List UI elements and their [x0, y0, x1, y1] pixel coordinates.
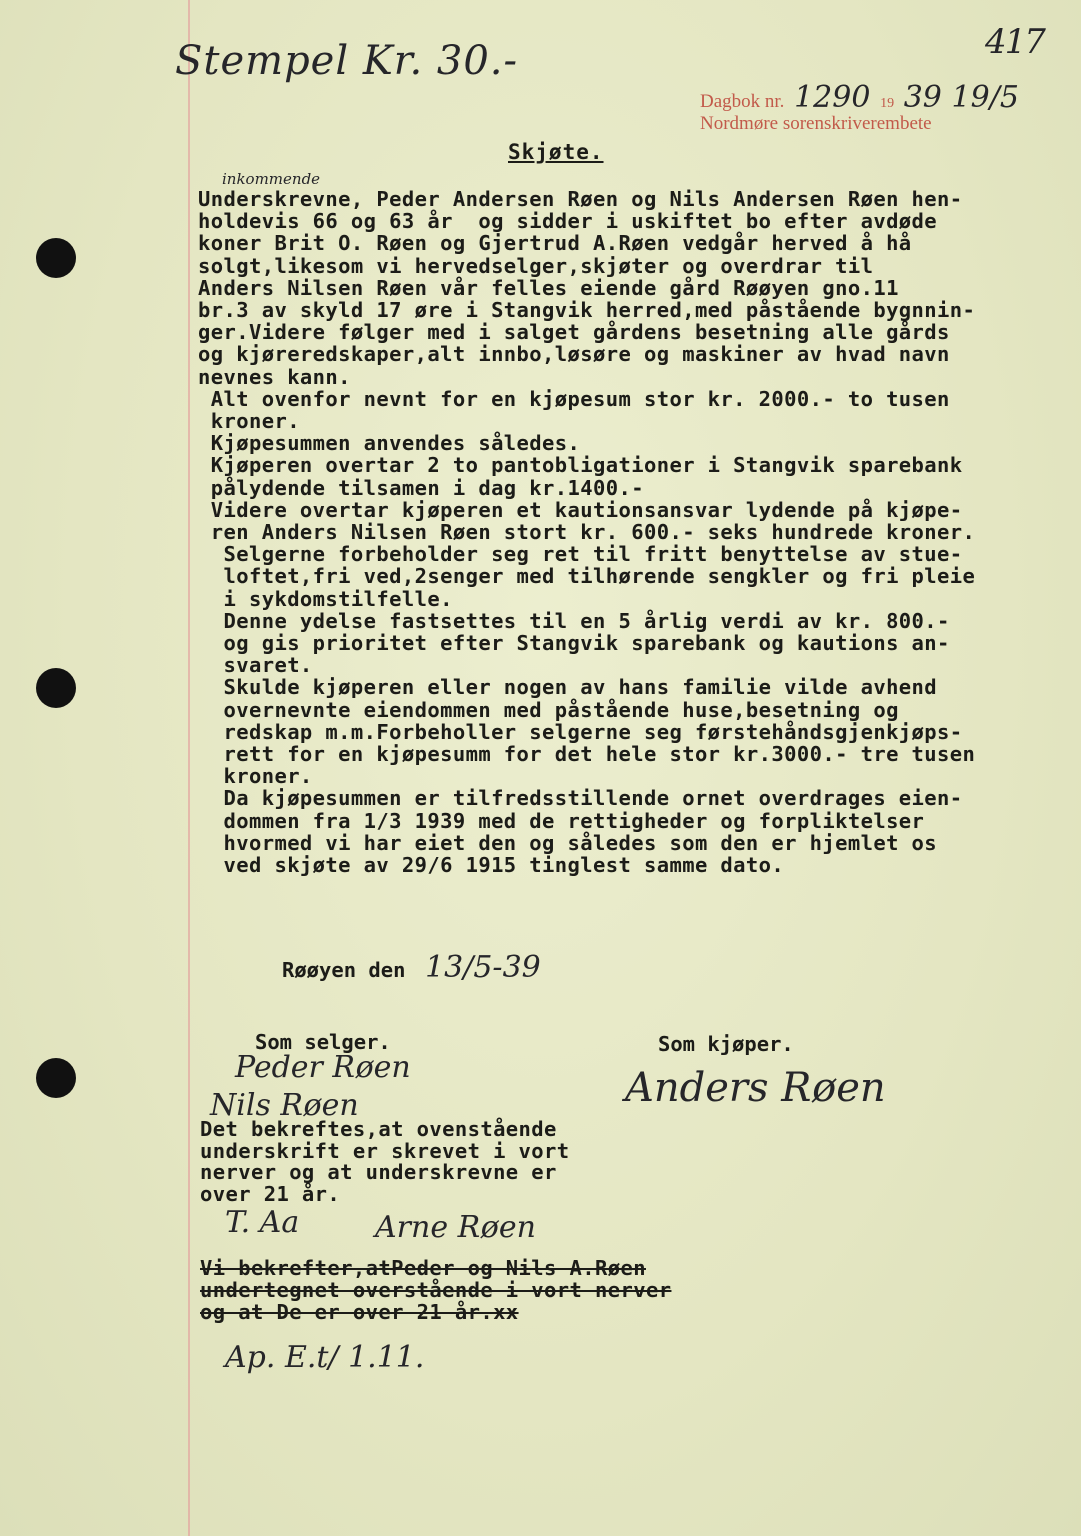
body-line: Denne ydelse fastsettes til en 5 årlig verdi av kr. 800.- — [198, 608, 950, 633]
document-title: Skjøte. — [508, 140, 604, 164]
body-line: Selgerne forbeholder seg ret til fritt benyttelse av stue- — [198, 542, 963, 567]
body-line: ved skjøte av 29/6 1915 tinglest samme dato. — [198, 853, 785, 877]
red-margin-line — [188, 0, 190, 1536]
punch-hole-bottom — [36, 1058, 76, 1098]
register-office: Nordmøre sorenskriverembete — [700, 113, 932, 134]
body-line: solgt,likesom vi hervedselger,skjøter og overdrar til — [198, 253, 874, 278]
body-line: overnevnte eiendommen med påstående huse,besetning og — [198, 697, 899, 722]
witness-line: underskrift er skrevet i vort — [200, 1138, 570, 1163]
inserted-word: inkommende — [222, 170, 321, 188]
body-line: Anders Nilsen Røen vår felles eiende gård Røøyen gno.11 — [198, 275, 899, 300]
body-line: Skulde kjøperen eller nogen av hans familie vilde avhend — [198, 675, 938, 700]
body-line: Da kjøpesummen er tilfredsstillende ornet overdrages eien- — [198, 786, 963, 811]
seller-label: Som selger. — [255, 1030, 391, 1054]
body-line: Videre overtar kjøperen et kautionsansvar lydende på kjøpe- — [198, 497, 963, 522]
body-line: Underskrevne, Peder Andersen Røen og Nils Andersen Røen hen- — [198, 187, 963, 211]
body-line: ren Anders Nilsen Røen stort kr. 600.- seks hundrede kroner. — [198, 520, 976, 544]
year-prefix: 19 — [880, 96, 895, 111]
body-line: koner Brit O. Røen og Gjertrud A.Røen vedgår herved å hå — [198, 231, 912, 256]
witness-signature-2: Arne Røen — [375, 1210, 536, 1245]
body-line: og kjøreredskaper,alt innbo,løsøre og maskiner av hvad navn — [198, 342, 950, 367]
witness-line: Det bekreftes,at ovenstående — [200, 1117, 557, 1141]
body-line: nevnes kann. — [198, 364, 351, 389]
body-line: hvormed vi har eiet den og således som den er hjemlet os — [198, 830, 938, 855]
dagbok-label: Dagbok nr. — [700, 91, 785, 112]
body-line: kroner. — [198, 409, 300, 433]
entry-number: 1290 — [794, 80, 871, 115]
body-line: Kjøpesummen anvendes således. — [198, 431, 581, 456]
seller-signature-1: Peder Røen — [235, 1050, 411, 1085]
body-line: og gis prioritet efter Stangvik sparebank og kautions an- — [198, 631, 950, 655]
witness-line: nerver og at underskrevne er — [200, 1160, 557, 1184]
punch-hole-top — [36, 238, 76, 278]
struck-line: undertegnet overstående i vort nerver — [200, 1278, 672, 1302]
body-line: rett for en kjøpesumm for det hele stor kr.3000.- tre tusen — [198, 742, 976, 766]
seller-signature-2: Nils Røen — [210, 1088, 359, 1123]
clerk-initials: Ap. E.t/ 1.11. — [225, 1340, 425, 1375]
body-line: kroner. — [198, 764, 313, 789]
body-line: br.3 av skyld 17 øre i Stangvik herred,med påstående bygnnin- — [198, 298, 976, 322]
entry-year: 39 — [903, 80, 942, 115]
buyer-signature: Anders Røen — [625, 1065, 886, 1111]
struck-line: Vi bekrefter,atPeder og Nils A.Røen — [200, 1256, 646, 1280]
place-date: 13/5-39 — [425, 950, 541, 985]
page-number: 417 — [985, 22, 1044, 62]
body-line: loftet,fri ved,2senger med tilhørende sengkler og fri pleie — [198, 564, 976, 589]
struck-line: og at De er over 21 år.xx — [200, 1300, 519, 1324]
body-line: ger.Videre følger med i salget gårdens besetning alle gårds — [198, 320, 950, 345]
body-line: holdevis 66 og 63 år og sidder i uskiftet bo efter avdøde — [198, 209, 938, 234]
body-line: redskap m.m.Forbeholler selgerne seg førstehåndsgjenkjøps- — [198, 719, 963, 744]
body-line: dommen fra 1/3 1939 med de rettigheder og forpliktelser — [198, 808, 925, 833]
witness-line: over 21 år. — [200, 1181, 341, 1206]
body-line: i sykdomstilfelle. — [198, 586, 453, 611]
stamp-duty-note: Stempel Kr. 30.- — [175, 38, 519, 84]
body-line: Kjøperen overtar 2 to pantobligationer i Stangvik sparebank — [198, 453, 963, 478]
place-date-line — [282, 950, 541, 985]
body-line: pålydende tilsamen i dag kr.1400.- — [198, 475, 644, 500]
punch-hole-middle — [36, 668, 76, 708]
place-label: Røøyen den — [282, 958, 406, 982]
entry-date: 19/5 — [951, 80, 1019, 115]
witness-signature-1: T. Aa — [225, 1205, 300, 1240]
body-line: svaret. — [198, 653, 313, 678]
register-stamp — [700, 80, 1019, 115]
body-line: Alt ovenfor nevnt for en kjøpesum stor kr. 2000.- to tusen — [198, 386, 950, 411]
buyer-label: Som kjøper. — [658, 1032, 794, 1056]
